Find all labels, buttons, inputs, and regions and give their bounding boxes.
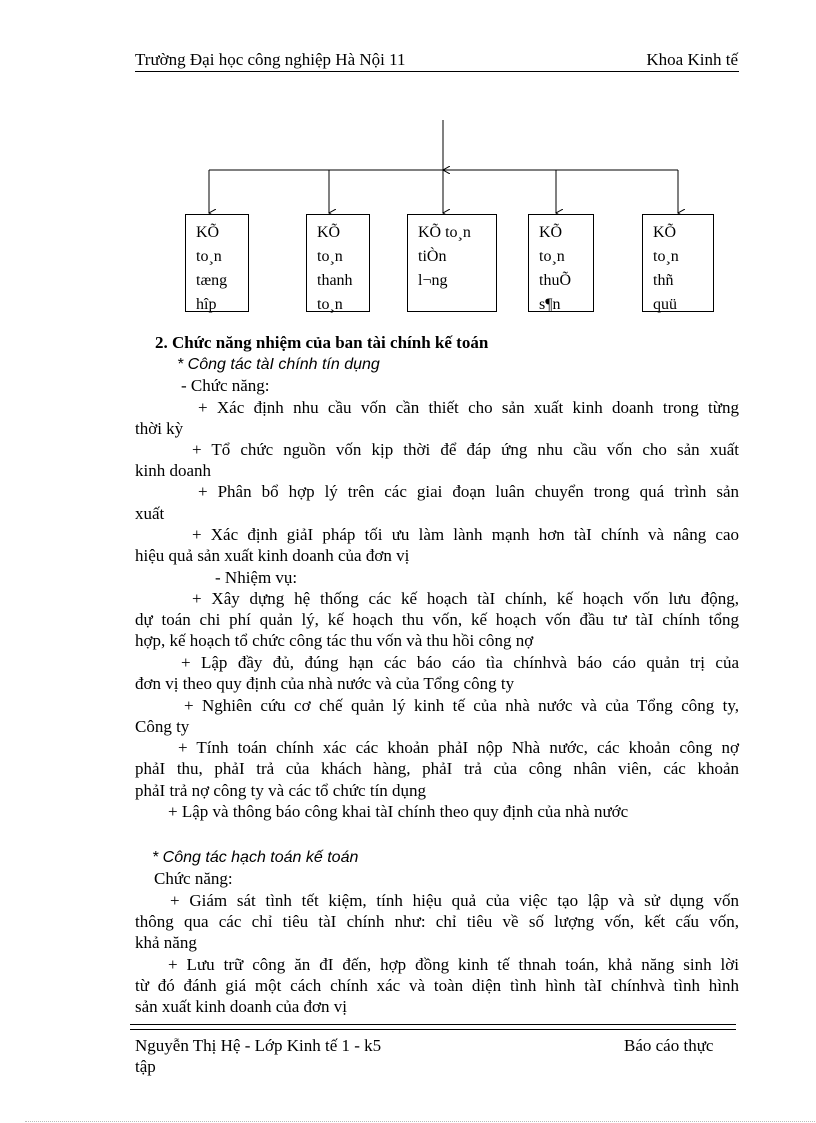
para-4-line-2: hiệu quả sản xuất kinh doanh của đơn vị	[135, 546, 410, 565]
para-10-line-2: thông qua các chỉ tiêu tàI chính như: chỉ tiêu về số lượng vốn, kết cấu vốn,	[135, 912, 739, 931]
header-faculty: Khoa Kinh tế	[646, 50, 738, 69]
para-8-line-3: phảI trả nợ công ty và các tổ chức tín dụng	[135, 781, 427, 800]
org-box-thanh-toan: KÕ to¸n thanh to¸n	[306, 214, 370, 312]
para-9: + Lập và thông báo công khai tàI chính theo quy định của nhà nước	[168, 802, 629, 821]
label-function-1: - Chức năng:	[181, 376, 270, 395]
footer-author: Nguyễn Thị Hệ - Lớp Kinh tế 1 - k5	[135, 1036, 382, 1055]
para-5-line-2: dự toán chi phí quản lý, kế hoạch thu vốn, kế hoạch vốn đầu tư tàI chính tổng	[135, 610, 739, 629]
para-11-line-2: từ đó đánh giá một cách chính xác và toàn diện tình hình tàI chínhvà tình hình	[135, 976, 739, 995]
para-1-line-1: + Xác định nhu cầu vốn cần thiết cho sản xuất kinh doanh trong từng	[198, 398, 739, 417]
para-4-line-1: + Xác định giảI pháp tối ưu làm lành mạnh hơn tàI chính và nâng cao	[192, 525, 739, 544]
header-school: Trường Đại học công nghiệp Hà Nội 11	[135, 50, 406, 69]
para-6-line-1: + Lập đầy đủ, đúng hạn các báo cáo tìa chínhvà báo cáo quản trị của	[181, 653, 739, 672]
footer-rule-1	[130, 1024, 736, 1025]
para-5-line-3: hợp, kế hoạch tổ chức công tác thu vốn và thu hồi công nợ	[135, 631, 534, 650]
para-7-line-2: Công ty	[135, 717, 190, 736]
para-6-line-2: đơn vị theo quy định của nhà nước và của Tổng công ty	[135, 674, 515, 693]
footer-report: Báo cáo thực	[624, 1036, 714, 1055]
para-7-line-1: + Nghiên cứu cơ chế quản lý kinh tế của nhà nước và của Tổng công ty,	[184, 696, 739, 715]
para-8-line-2: phảI thu, phảI trả của khách hàng, phảI trả của công nhân viên, các khoản	[135, 759, 739, 778]
org-box-tien-luong: KÕ to¸n tiÒn l¬ng	[407, 214, 497, 312]
footer-report-cont: tập	[135, 1057, 156, 1076]
para-1-line-2: thời kỳ	[135, 419, 184, 438]
para-10-line-1: + Giám sát tình tết kiệm, tính hiệu quả của việc tạo lập và sử dụng vốn	[170, 891, 739, 910]
para-2-line-1: + Tổ chức nguồn vốn kịp thời để đáp ứng nhu cầu vốn cho sản xuất	[192, 440, 739, 459]
org-box-tong-hop: KÕ to¸n tæng hîp	[185, 214, 249, 312]
para-11-line-1: + Lưu trữ công ăn đI đến, hợp đồng kinh tế thnah toán, khả năng sinh lời	[168, 955, 739, 974]
subsection-credit: * Công tác tàI chính tín dụng	[177, 356, 380, 373]
para-2-line-2: kinh doanh	[135, 461, 212, 480]
org-box-thu-quy: KÕ to¸n thñ quü	[642, 214, 714, 312]
para-5-line-1: + Xây dựng hệ thống các kế hoạch tàI chính, kế hoạch vốn lưu động,	[192, 589, 739, 608]
page-edge	[25, 1121, 815, 1122]
label-function-2: Chức năng:	[154, 869, 233, 888]
org-box-thue: KÕ to¸n thuÕ s¶n	[528, 214, 594, 312]
para-11-line-3: sản xuất kinh doanh của đơn vị	[135, 997, 348, 1016]
para-3-line-1: + Phân bổ hợp lý trên các giai đoạn luân chuyển trong quá trình sản	[198, 482, 739, 501]
section-title: 2. Chức năng nhiệm của ban tài chính kế toán	[155, 333, 489, 352]
para-8-line-1: + Tính toán chính xác các khoản phảI nộp Nhà nước, các khoản công nợ	[178, 738, 739, 757]
subsection-accounting: * Công tác hạch toán kế toán	[152, 849, 359, 866]
para-10-line-3: khả năng	[135, 933, 197, 952]
footer-rule-2	[130, 1029, 736, 1030]
para-3-line-2: xuất	[135, 504, 165, 523]
label-tasks: - Nhiệm vụ:	[215, 568, 298, 587]
